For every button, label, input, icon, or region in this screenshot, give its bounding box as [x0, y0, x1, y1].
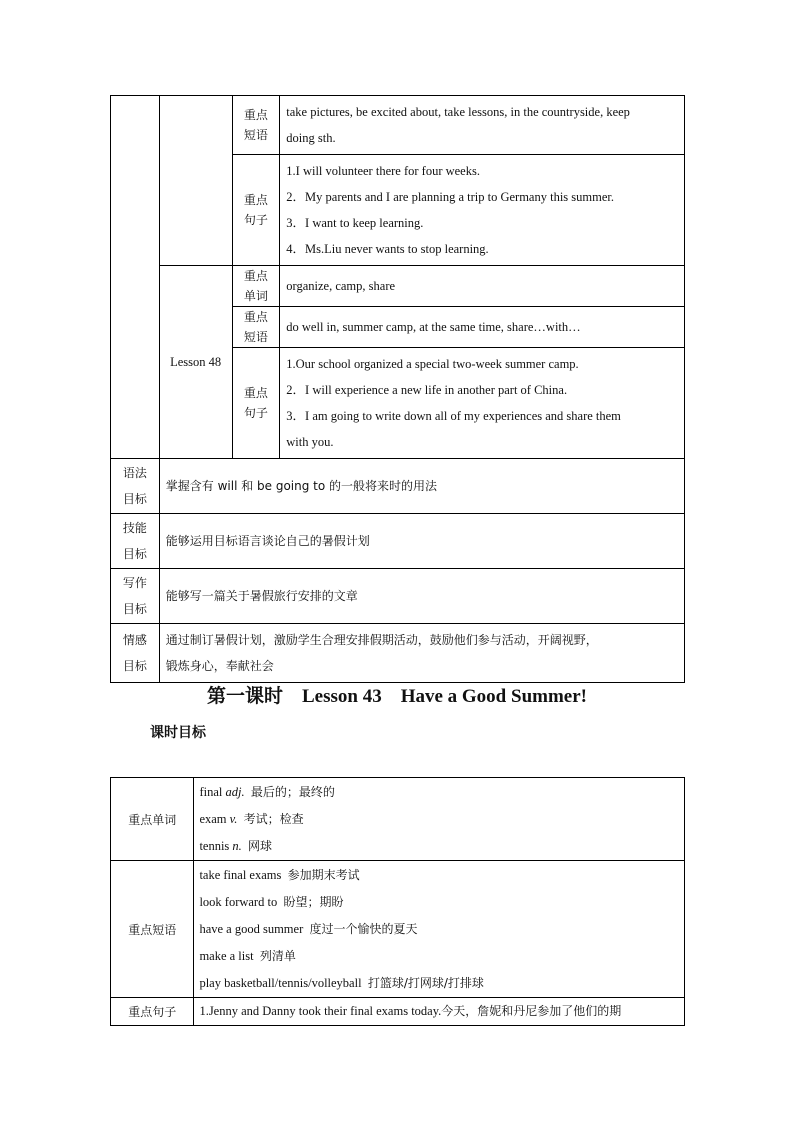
skill-goal-label: 技能 目标 — [111, 514, 160, 569]
sentence-line: 2．I will experience a new life in another part of China. — [286, 383, 568, 397]
writing-goal-label: 写作 目标 — [111, 569, 160, 624]
writing-goal-text: 能够写一篇关于暑假旅行安排的文章 — [159, 569, 684, 624]
words-cell: organize, camp, share — [280, 266, 685, 307]
emotion-goal-text: 通过制订暑假计划，激励学生合理安排假期活动，鼓励他们参与活动，开阔视野， 锻炼身心，奉献社会 — [159, 624, 684, 683]
key-phrases-label: 重点短语 — [111, 861, 194, 998]
lesson-48-name: Lesson 48 — [159, 266, 232, 459]
sentence-line: with you. — [286, 435, 334, 449]
sentences-cell — [280, 155, 685, 266]
grammar-goal-label: 语法 目标 — [111, 459, 160, 514]
sentence-entry: 1.Jenny and Danny took their final exams today.今天，詹妮和丹尼参加了他们的期 — [199, 1004, 622, 1018]
unit-cell — [111, 96, 160, 459]
phrase-entry: make a list 列清单 — [199, 948, 296, 963]
skill-goal-text: 能够运用目标语言谈论自己的暑假计划 — [159, 514, 684, 569]
lesson-summary-table — [110, 95, 685, 683]
key-words-label: 重点单词 — [111, 778, 194, 861]
lesson-43-goals-table — [110, 777, 685, 1026]
key-sentences-cell — [194, 998, 685, 1026]
words-label: 重点 单词 — [232, 266, 280, 307]
phrases-label: 重点 短语 — [232, 307, 280, 348]
sentence-line: 3．I want to keep learning. — [286, 216, 424, 230]
phrases-line: doing sth. — [286, 131, 336, 145]
sentence-line: 1.Our school organized a special two-week summer camp. — [286, 357, 579, 371]
phrase-entry: look forward to 盼望；期盼 — [199, 894, 344, 909]
lesson-heading: 第一课时 Lesson 43 Have a Good Summer! — [206, 686, 587, 707]
emotion-goal-label: 情感 目标 — [111, 624, 160, 683]
phrases-line: take pictures, be excited about, take lessons, in the countryside, keep — [286, 105, 630, 119]
sentence-line: 4．Ms.Liu never wants to stop learning. — [286, 242, 489, 256]
lesson-goals-subheading: 课时目标 — [150, 725, 206, 741]
key-words-cell — [194, 778, 685, 861]
phrases-label: 重点 短语 — [232, 96, 280, 155]
grammar-goal-text: 掌握含有 will 和 be going to 的一般将来时的用法 — [159, 459, 684, 514]
lesson-cell-continued — [159, 96, 232, 266]
word-entry: final adj. 最后的；最终的 — [199, 784, 335, 799]
sentences-label: 重点 句子 — [232, 155, 280, 266]
key-phrases-cell — [194, 861, 685, 998]
phrase-entry: take final exams 参加期末考试 — [199, 867, 360, 882]
sentences-cell — [280, 348, 685, 459]
word-entry: tennis n. 网球 — [199, 838, 273, 853]
sentence-line: 1.I will volunteer there for four weeks. — [286, 164, 480, 178]
sentence-line: 3．I am going to write down all of my experiences and share them — [286, 409, 621, 423]
phrases-cell: do well in, summer camp, at the same time, share…with… — [280, 307, 685, 348]
sentence-line: 2．My parents and I are planning a trip to Germany this summer. — [286, 190, 614, 204]
key-sentences-label: 重点句子 — [111, 998, 194, 1026]
phrase-entry: play basketball/tennis/volleyball 打篮球/打网球/打排球 — [199, 975, 484, 990]
sentences-label: 重点 句子 — [232, 348, 280, 459]
phrases-cell — [280, 96, 685, 155]
phrase-entry: have a good summer 度过一个愉快的夏天 — [199, 921, 418, 936]
word-entry: exam v. 考试；检查 — [199, 811, 304, 826]
